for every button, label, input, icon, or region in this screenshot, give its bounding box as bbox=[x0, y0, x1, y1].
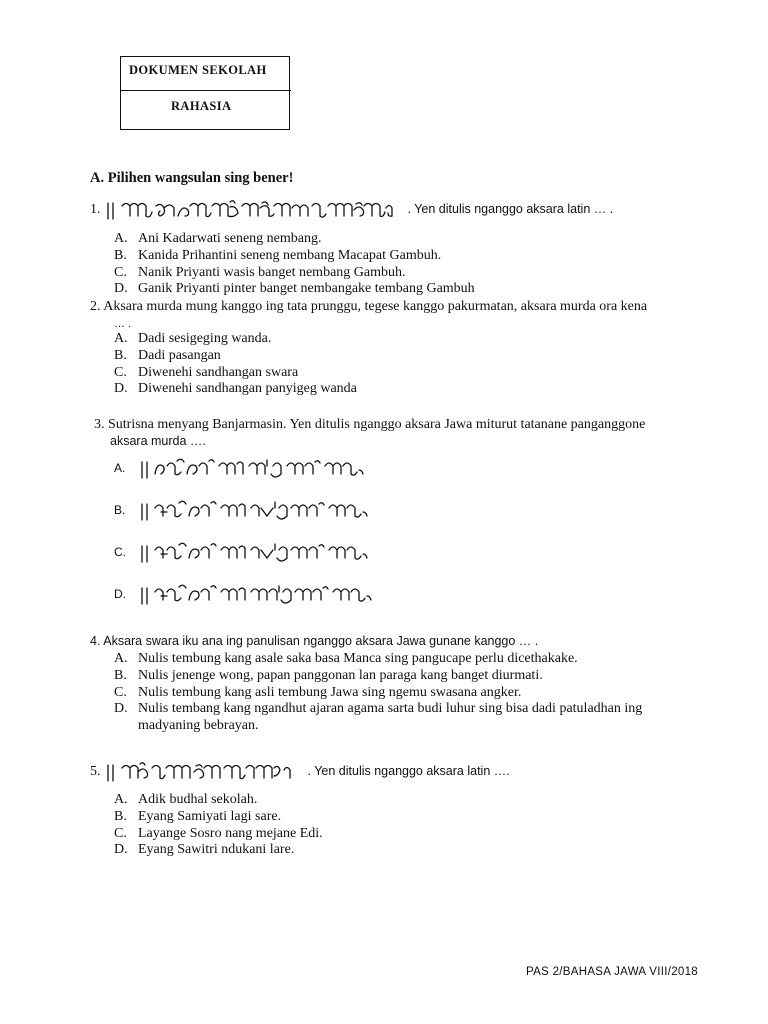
option-letter: A. bbox=[114, 231, 128, 246]
option-c[interactable] bbox=[114, 265, 475, 282]
option-b[interactable] bbox=[114, 809, 323, 826]
option-text: Nulis jenenge wong, papan panggonan lan paraga kang banget diurmati. bbox=[138, 667, 543, 683]
option-a[interactable] bbox=[114, 331, 357, 348]
question-text: . Yen ditulis nganggo aksara latin … . bbox=[407, 202, 614, 217]
option-text: Dadi sesigeging wanda. bbox=[138, 331, 272, 346]
option-letter: C. bbox=[114, 825, 127, 841]
option-c[interactable] bbox=[114, 540, 379, 566]
option-text: Nulis tembang kang ngandhut ajaran agama sarta budi luhur sing bisa dadi patuladhan ing bbox=[138, 701, 643, 717]
option-a[interactable] bbox=[114, 456, 379, 482]
javanese-script-icon bbox=[139, 498, 379, 524]
option-b[interactable] bbox=[114, 668, 642, 685]
option-d[interactable] bbox=[114, 701, 642, 718]
javanese-script-icon bbox=[139, 456, 379, 482]
stamp-line-2: RAHASIA bbox=[171, 99, 232, 113]
option-d[interactable] bbox=[114, 842, 323, 859]
stamp-line-1: DOKUMEN SEKOLAH bbox=[129, 63, 267, 77]
option-text: Dadi pasangan bbox=[138, 347, 221, 363]
option-a[interactable] bbox=[114, 792, 323, 809]
option-d[interactable] bbox=[114, 582, 379, 608]
question-4 bbox=[90, 633, 538, 650]
option-a[interactable] bbox=[114, 651, 642, 668]
option-text: Adik budhal sekolah. bbox=[138, 792, 258, 807]
question-3-continuation: aksara murda …. bbox=[110, 434, 206, 448]
option-text: Diwenehi sandhangan panyigeg wanda bbox=[138, 381, 357, 397]
option-letter: B. bbox=[114, 347, 127, 363]
option-text: Ganik Priyanti pinter banget nembangake tembang Gambuh bbox=[138, 281, 475, 297]
option-letter: B. bbox=[114, 502, 126, 517]
option-text: Kanida Prihantini seneng nembang Macapat Gambuh. bbox=[138, 247, 442, 263]
javanese-script-icon bbox=[104, 760, 304, 784]
option-letter: D. bbox=[114, 281, 128, 297]
option-text: Nanik Priyanti wasis banget nembang Gambuh. bbox=[138, 264, 406, 280]
option-c[interactable] bbox=[114, 365, 357, 382]
question-text: Aksara murda mung kanggo ing tata prunggu, tegese kanggo pakurmatan, aksara murda ora kena bbox=[103, 299, 648, 314]
option-letter: C. bbox=[114, 264, 127, 280]
question-3 bbox=[94, 416, 645, 433]
question-5 bbox=[90, 760, 510, 784]
option-b[interactable] bbox=[114, 498, 379, 524]
option-text: Ani Kadarwati seneng nembang. bbox=[138, 231, 322, 246]
question-number: 3. bbox=[94, 417, 105, 432]
option-letter: D. bbox=[114, 842, 128, 858]
question-number: 4. bbox=[90, 634, 101, 648]
javanese-script-icon bbox=[139, 540, 379, 566]
option-text: Eyang Sawitri ndukani lare. bbox=[138, 842, 295, 858]
option-text: Nulis tembung kang asale saka basa Manca sing pangucape perlu dicethakake. bbox=[138, 651, 578, 666]
section-heading: A. Pilihen wangsulan sing bener! bbox=[90, 170, 294, 186]
question-number: 2. bbox=[90, 299, 101, 314]
option-letter: B. bbox=[114, 667, 127, 683]
question-text: Sutrisna menyang Banjarmasin. Yen ditulis nganggo aksara Jawa miturut tatanane panganggone bbox=[108, 417, 646, 432]
javanese-script-icon bbox=[139, 582, 379, 608]
question-2-continuation: … . bbox=[114, 318, 132, 330]
option-d-continuation bbox=[114, 718, 642, 735]
question-text: Aksara swara iku ana ing panulisan nganggo aksara Jawa gunane kanggo … . bbox=[103, 634, 539, 648]
option-letter: D. bbox=[114, 381, 128, 397]
question-2-options bbox=[114, 331, 357, 398]
question-number: 5. bbox=[90, 764, 101, 780]
document-stamp-box bbox=[120, 56, 290, 130]
option-letter: B. bbox=[114, 808, 127, 824]
option-letter: C. bbox=[114, 544, 126, 559]
option-text: Layange Sosro nang mejane Edi. bbox=[138, 825, 323, 841]
question-5-options bbox=[114, 792, 323, 859]
option-letter: B. bbox=[114, 247, 127, 263]
question-number: 1. bbox=[90, 202, 101, 218]
stamp-divider bbox=[121, 90, 291, 91]
option-c[interactable] bbox=[114, 685, 642, 702]
option-letter: D. bbox=[114, 701, 128, 717]
question-2 bbox=[90, 298, 647, 315]
option-a[interactable] bbox=[114, 231, 475, 248]
option-text: Eyang Samiyati lagi sare. bbox=[138, 808, 282, 824]
option-c[interactable] bbox=[114, 826, 323, 843]
option-b[interactable] bbox=[114, 248, 475, 265]
question-text: . Yen ditulis nganggo aksara latin …. bbox=[307, 764, 510, 779]
option-letter: A. bbox=[114, 460, 126, 475]
option-letter: C. bbox=[114, 684, 127, 700]
option-letter: C. bbox=[114, 364, 127, 380]
question-1 bbox=[90, 198, 613, 222]
option-d[interactable] bbox=[114, 381, 357, 398]
option-text: Diwenehi sandhangan swara bbox=[138, 364, 299, 380]
option-text: madyaning bebrayan. bbox=[138, 718, 259, 734]
page-footer: PAS 2/BAHASA JAWA VIII/2018 bbox=[526, 966, 698, 978]
option-d[interactable] bbox=[114, 281, 475, 298]
option-b[interactable] bbox=[114, 348, 357, 365]
option-letter: A. bbox=[114, 331, 128, 346]
question-1-options bbox=[114, 231, 475, 298]
option-text: Nulis tembung kang asli tembung Jawa sing ngemu swasana angker. bbox=[138, 684, 522, 700]
option-letter: D. bbox=[114, 586, 126, 601]
option-letter: A. bbox=[114, 792, 128, 807]
question-4-options bbox=[114, 651, 642, 735]
option-letter: A. bbox=[114, 651, 128, 666]
javanese-script-icon bbox=[104, 198, 404, 222]
